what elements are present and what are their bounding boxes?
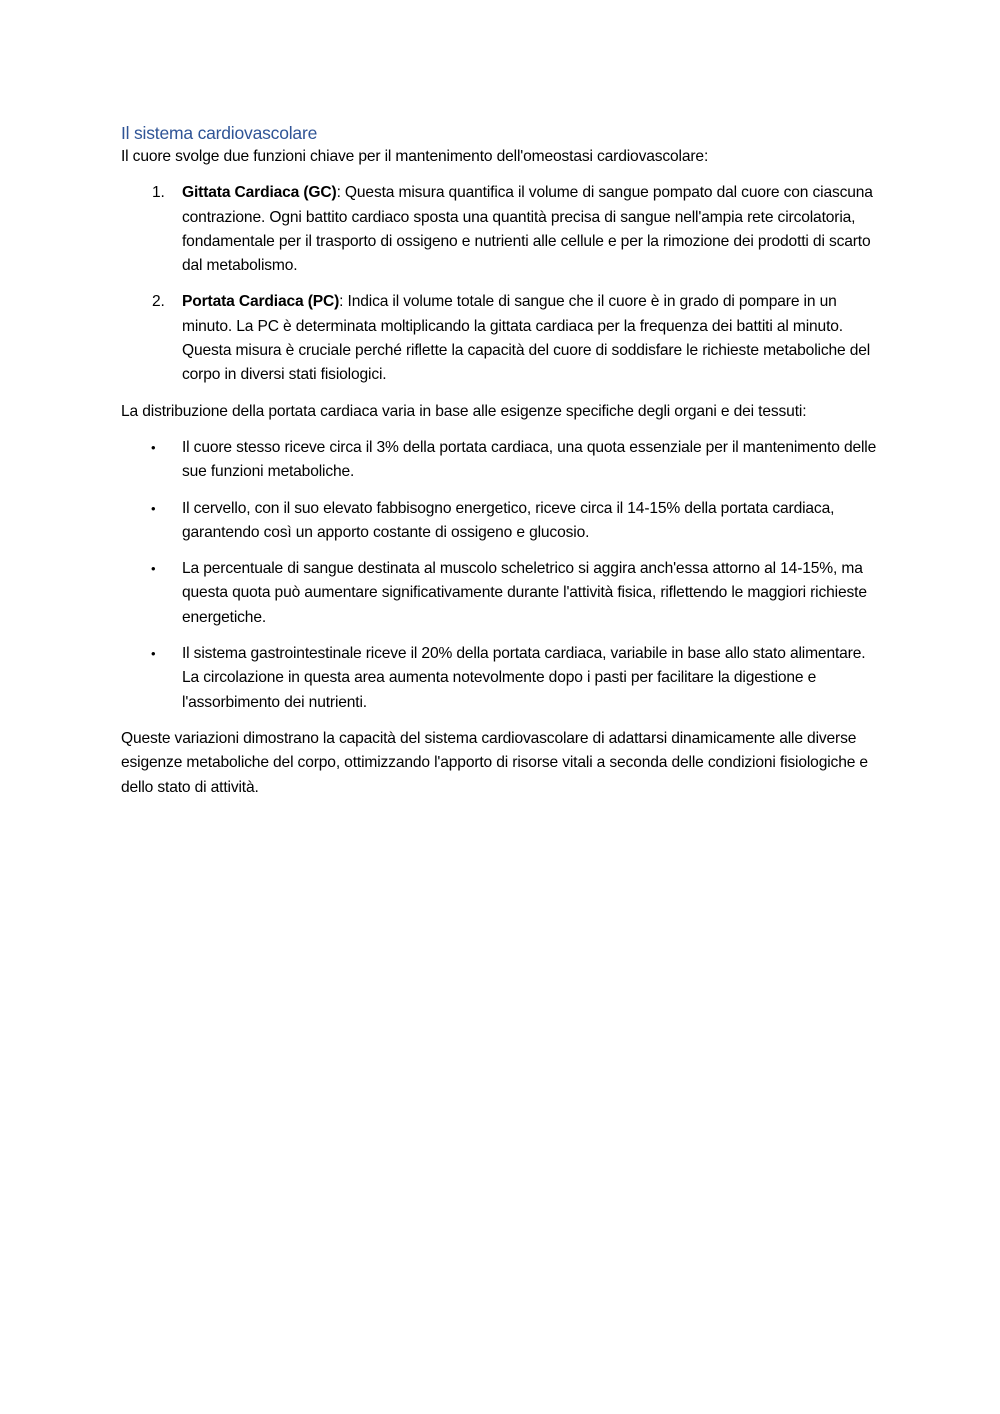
item-text: Il sistema gastrointestinale riceve il 20% della portata cardiaca, variabile in base allo stato alimentare. La circolazione in questa area aumenta notevolmente dopo i pasti per facilitare la digestione e l'assorbimento dei nutrienti.	[182, 645, 866, 711]
distribution-intro: La distribuzione della portata cardiaca varia in base alle esigenze specifiche degli organi e dei tessuti:	[121, 402, 807, 420]
list-item	[121, 497, 881, 546]
list-item	[121, 290, 881, 387]
distribution-list	[121, 436, 881, 715]
list-item	[121, 181, 881, 278]
functions-list	[121, 181, 881, 387]
item-text: : Questa misura quantifica il volume di sangue pompato dal cuore con ciascuna contrazione. Ogni battito cardiaco sposta una quantità precisa di sangue nell'ampia rete circolatoria, fondamentale per il trasporto di ossigeno e nutrienti alle cellule e per la rimozione dei prodotti di scarto dal metabolismo.	[182, 184, 873, 275]
bullet-icon: •	[151, 646, 156, 662]
item-text: La percentuale di sangue destinata al muscolo scheletrico si aggira anch'essa attorno al 14-15%, ma questa quota può aumentare significativamente durante l'attività fisica, riflettendo le maggiori richieste energetiche.	[182, 560, 867, 626]
bullet-icon: •	[151, 500, 156, 516]
intro-paragraph: Il cuore svolge due funzioni chiave per il mantenimento dell'omeostasi cardiovascolare:	[121, 148, 709, 165]
item-text: : Indica il volume totale di sangue che il cuore è in grado di pompare in un minuto. La PC è determinata moltiplicando la gittata cardiaca per la frequenza dei battiti al minuto. Questa misura è cruciale perché riflette la capacità del cuore di soddisfare le richieste metaboliche del corpo in diversi stati fisiologici.	[182, 293, 871, 384]
list-item	[121, 557, 881, 630]
bullet-icon: •	[151, 561, 156, 577]
item-text: Il cervello, con il suo elevato fabbisogno energetico, riceve circa il 14-15% della portata cardiaca, garantendo così un apporto costante di ossigeno e glucosio.	[182, 499, 835, 541]
section-heading: Il sistema cardiovascolare	[121, 123, 318, 143]
list-number: 2.	[152, 293, 165, 311]
bullet-icon: •	[151, 439, 156, 455]
document-page	[121, 121, 881, 800]
list-number: 1.	[152, 184, 165, 202]
list-item	[121, 642, 881, 715]
term-label: Gittata Cardiaca (GC)	[182, 184, 337, 202]
conclusion-paragraph: Queste variazioni dimostrano la capacità del sistema cardiovascolare di adattarsi dinamicamente alle diverse esigenze metaboliche del corpo, ottimizzando l'apporto di risorse vitali a seconda delle condizioni fisiologiche e dello stato di attività.	[121, 729, 868, 796]
list-item	[121, 436, 881, 485]
term-label: Portata Cardiaca (PC)	[182, 293, 340, 311]
item-text: Il cuore stesso riceve circa il 3% della portata cardiaca, una quota essenziale per il mantenimento delle sue funzioni metaboliche.	[182, 438, 877, 481]
